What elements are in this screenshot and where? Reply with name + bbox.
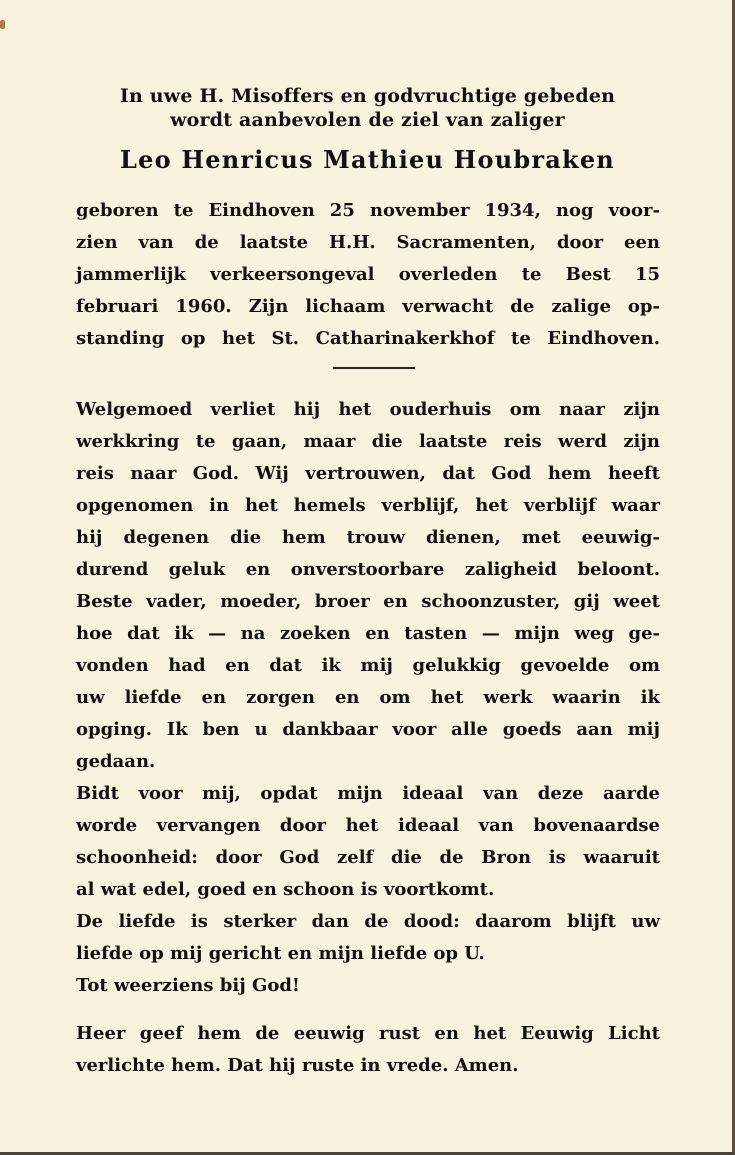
paper-speck: [0, 20, 5, 29]
text-line: gedaan.: [76, 751, 156, 772]
text-line: schoonheid: door God zelf die de Bron is waaruit: [76, 847, 660, 868]
text-line: vonden had en dat ik mij gelukkig gevoelde om: [76, 655, 660, 676]
text-line: Beste vader, moeder, broer en schoonzuster, gij weet: [76, 591, 660, 612]
text-line: De liefde is sterker dan de dood: daarom blijft uw: [76, 911, 660, 932]
divider-rule: [333, 367, 415, 369]
text-line: worde vervangen door het ideaal van bovenaardse: [76, 815, 660, 836]
deceased-name: Leo Henricus Mathieu Houbraken: [120, 145, 615, 174]
text-line: Bidt voor mij, opdat mijn ideaal van deze aarde: [76, 783, 660, 804]
bio-line: jammerlijk verkeersongeval overleden te Best 15: [76, 264, 660, 285]
bio-line: geboren te Eindhoven 25 november 1934, nog voor-: [76, 200, 660, 221]
closing-line: Heer geef hem de eeuwig rust en het Eeuwig Licht: [76, 1023, 660, 1044]
text-line: liefde op mij gericht en mijn liefde op U.: [76, 943, 485, 964]
text-line: opging. Ik ben u dankbaar voor alle goeds aan mij: [76, 719, 660, 740]
text-line: reis naar God. Wij vertrouwen, dat God hem heeft: [76, 463, 660, 484]
closing-line: verlichte hem. Dat hij ruste in vrede. Amen.: [76, 1055, 519, 1076]
text-line: hoe dat ik — na zoeken en tasten — mijn weg ge-: [76, 623, 660, 644]
header-line-1: In uwe H. Misoffers en godvruchtige gebeden: [119, 85, 616, 107]
bio-line: februari 1960. Zijn lichaam verwacht de zalige op-: [76, 296, 660, 317]
text-line: durend geluk en onverstoorbare zaligheid beloont.: [76, 559, 660, 580]
text-line: werkkring te gaan, maar die laatste reis werd zijn: [76, 431, 660, 452]
text-line: Welgemoed verliet hij het ouderhuis om naar zijn: [76, 399, 660, 420]
bio-line: standing op het St. Catharinakerkhof te Eindhoven.: [76, 328, 660, 349]
header-line-2: wordt aanbevolen de ziel van zaliger: [170, 109, 565, 131]
text-line: al wat edel, goed en schoon is voortkomt.: [76, 879, 495, 900]
bio-line: zien van de laatste H.H. Sacramenten, door een: [76, 232, 660, 253]
text-line: opgenomen in het hemels verblijf, het verblijf waar: [76, 495, 660, 516]
text-line: Tot weerziens bij God!: [76, 975, 300, 996]
text-line: uw liefde en zorgen en om het werk waarin ik: [76, 687, 660, 708]
text-line: hij degenen die hem trouw dienen, met eeuwig-: [76, 527, 660, 548]
